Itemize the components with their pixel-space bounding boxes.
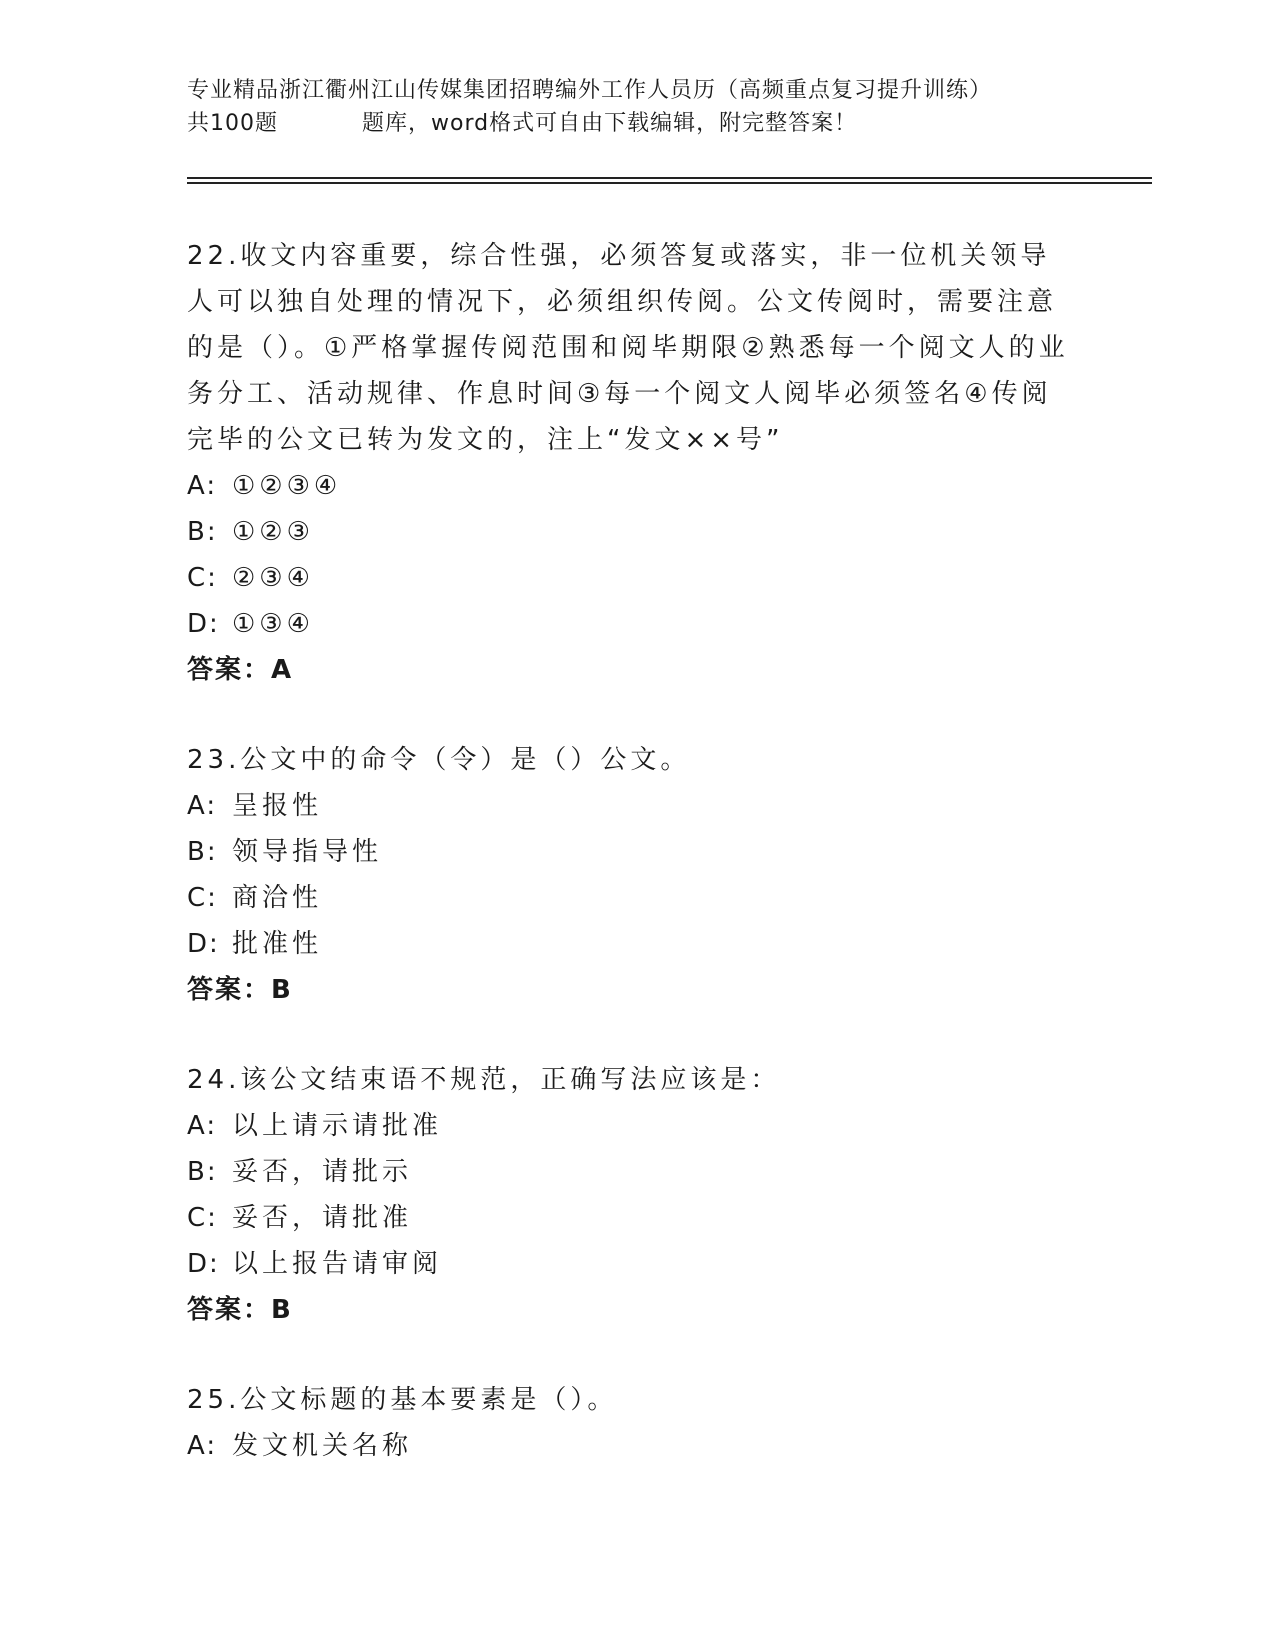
option-text: 发文机关名称 xyxy=(232,1431,413,1461)
option-key: C: xyxy=(187,563,218,593)
option-b xyxy=(187,829,1087,875)
option-key: D: xyxy=(187,609,220,639)
option-text: ②③④ xyxy=(232,563,314,593)
question-stem: 24.该公文结束语不规范，正确写法应该是： xyxy=(187,1065,781,1095)
option-text: 妥否，请批准 xyxy=(232,1203,413,1233)
answer-text: 答案：B xyxy=(187,1295,293,1325)
header-divider-top xyxy=(187,177,1152,179)
option-key: A: xyxy=(187,1431,218,1461)
option-key: B: xyxy=(187,1157,218,1187)
option-a xyxy=(187,783,1087,829)
option-d xyxy=(187,601,1087,647)
question-22 xyxy=(187,233,1087,693)
header-title-line2: 题库，word格式可自由下载编辑，附完整答案！ xyxy=(362,111,858,136)
option-key: A: xyxy=(187,791,218,821)
option-c xyxy=(187,1195,1087,1241)
option-text: 以上请示请批准 xyxy=(232,1111,443,1141)
option-text: 商洽性 xyxy=(232,883,323,913)
option-key: B: xyxy=(187,837,218,867)
question-stem: 25.公文标题的基本要素是（）。 xyxy=(187,1385,618,1415)
option-text: 呈报性 xyxy=(232,791,323,821)
option-key: B: xyxy=(187,517,218,547)
header-title-line2-row xyxy=(187,107,1147,140)
option-a xyxy=(187,463,1087,509)
question-24 xyxy=(187,1057,1087,1333)
option-key: D: xyxy=(187,1249,220,1279)
option-text: 妥否，请批示 xyxy=(232,1157,413,1187)
option-c xyxy=(187,555,1087,601)
option-c xyxy=(187,875,1087,921)
question-25 xyxy=(187,1377,1087,1469)
question-23 xyxy=(187,737,1087,1013)
option-text: ①③④ xyxy=(232,609,314,639)
document-header xyxy=(187,74,1147,140)
option-text: ①②③④ xyxy=(232,471,342,501)
question-count: 共100题 xyxy=(187,111,278,136)
option-key: A: xyxy=(187,471,218,501)
header-title-line1: 专业精品浙江衢州江山传媒集团招聘编外工作人员历（高频重点复习提升训练） xyxy=(187,78,993,103)
answer-text: 答案：A xyxy=(187,655,294,685)
option-text: 批准性 xyxy=(232,929,323,959)
option-b xyxy=(187,1149,1087,1195)
option-key: C: xyxy=(187,883,218,913)
option-a xyxy=(187,1103,1087,1149)
option-d xyxy=(187,1241,1087,1287)
option-text: 以上报告请审阅 xyxy=(232,1249,443,1279)
option-b xyxy=(187,509,1087,555)
option-text: 领导指导性 xyxy=(232,837,383,867)
question-stem: 22.收文内容重要，综合性强，必须答复或落实，非一位机关领导人可以独自处理的情况下，必须组织传阅。公文传阅时，需要注意的是（）。①严格掌握传阅范围和阅毕期限②熟悉每一个阅文人的业务分工、活动规律、作息时间③每一个阅文人阅毕必须签名④传阅完毕的公文已转为发文的，注上“发文××号” xyxy=(187,241,1069,455)
question-stem: 23.公文中的命令（令）是（）公文。 xyxy=(187,745,691,775)
option-key: D: xyxy=(187,929,220,959)
header-divider-bottom xyxy=(187,182,1152,184)
option-text: ①②③ xyxy=(232,517,314,547)
answer-text: 答案：B xyxy=(187,975,293,1005)
option-a xyxy=(187,1423,1087,1469)
question-list xyxy=(187,233,1087,1513)
option-key: C: xyxy=(187,1203,218,1233)
option-d xyxy=(187,921,1087,967)
option-key: A: xyxy=(187,1111,218,1141)
